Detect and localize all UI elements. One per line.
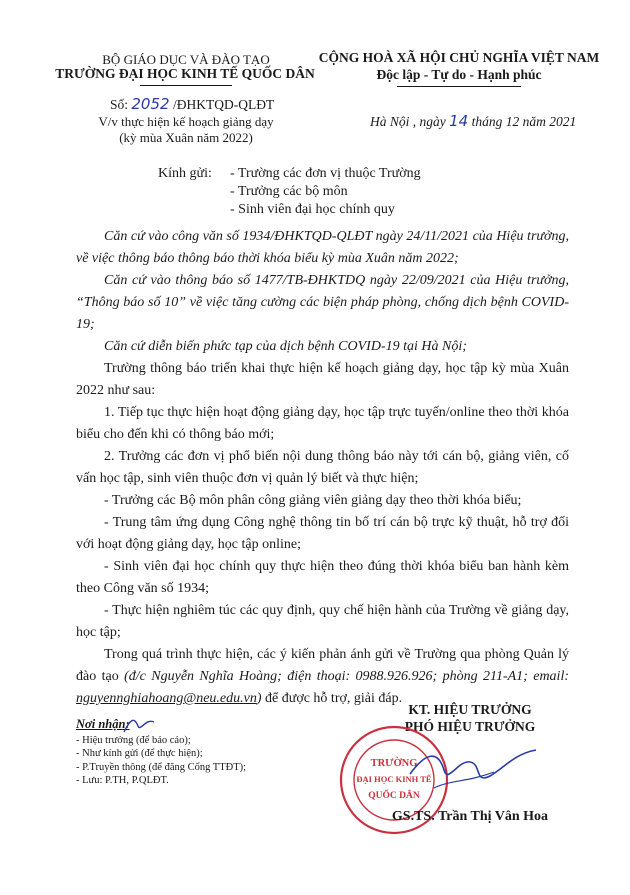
signer-name: GS.TS. Trần Thị Vân Hoa (391, 809, 549, 824)
recipients-block (76, 718, 306, 788)
paragraph-item-1: 1. Tiếp tục thực hiện hoạt động giảng dạy, học tập trực tuyến/online theo thời khóa biểu cho đến khi có thông báo mới; (76, 405, 569, 442)
signature-title-1: KT. HIỆU TRƯỞNG (408, 702, 532, 717)
signature-title-2: PHÓ HIỆU TRƯỞNG (404, 719, 536, 734)
stamp-line-1: TRƯỜNG (370, 758, 418, 769)
recipient-item: - Hiệu trưởng (để báo cáo); (76, 734, 191, 746)
document-number-handwritten: 2052 (131, 95, 170, 113)
subject-line-2: (kỳ mùa Xuân năm 2022) (119, 130, 253, 145)
document-number-prefix: Số: (110, 97, 129, 112)
paragraph-item-2: 2. Trưởng các đơn vị phổ biến nội dung thông báo này tới cán bộ, giảng viên, cố vấn học tập, sinh viên thuộc đơn vị quản lý biết và thực hiện; (76, 449, 569, 486)
issue-date (370, 112, 576, 130)
recipient-item: - Như kính gửi (để thực hiện); (76, 748, 203, 759)
paragraph-basis-2: Căn cứ vào thông báo số 1477/TB-ĐHKTDQ ngày 22/09/2021 của Hiệu trưởng, “Thông báo số 10” về việc tăng cường các biện pháp phòng, chống dịch bệnh COVID-19; (76, 273, 569, 332)
university-underline (140, 85, 232, 86)
paragraph-item-it-center: - Trung tâm ứng dụng Công nghệ thông tin bố trí cán bộ trực kỹ thuật, hỗ trợ đối với hoạt động giảng dạy, học tập online; (76, 515, 569, 552)
recipients-label: Nơi nhận: (76, 717, 130, 731)
paragraph-item-regulations: - Thực hiện nghiêm túc các quy định, quy chế hiện hành của Trường về giảng dạy, học tập; (76, 603, 569, 640)
paragraph-announcement: Trường thông báo triển khai thực hiện kế hoạch giảng dạy, học tập kỳ mùa Xuân 2022 như sau: (76, 361, 569, 398)
university-name: TRƯỜNG ĐẠI HỌC KINH TẾ QUỐC DÂN (55, 66, 315, 81)
document-number (110, 95, 274, 113)
country-name: CỘNG HOÀ XÃ HỘI CHỦ NGHĨA VIỆT NAM (318, 50, 600, 65)
addressee-item-1: - Trường các đơn vị thuộc Trường (230, 166, 421, 181)
contact-text-b: (đ/c Nguyễn Nghĩa Hoàng; điện thoại: 0988.926.926; phòng 211-A1; email: (124, 669, 569, 684)
stamp-line-3: QUỐC DÂN (368, 791, 420, 801)
paragraph-item-departments: - Trưởng các Bộ môn phân công giảng viên giảng dạy theo thời khóa biểu; (104, 493, 522, 508)
subject-line-1: V/v thực hiện kế hoạch giảng dạy (98, 114, 274, 129)
recipient-item: - Lưu: P.TH, P.QLĐT. (76, 775, 169, 786)
contact-text-d: để được hỗ trợ, giải đáp. (261, 691, 403, 706)
paragraph-basis-3: Căn cứ diễn biến phức tạp của dịch bệnh COVID-19 tại Hà Nội; (104, 339, 467, 354)
stamp-line-2: ĐẠI HỌC KINH TẾ (356, 774, 432, 784)
recipient-item: - P.Truyền thông (để đăng Cổng TTĐT); (76, 761, 247, 773)
paragraph-basis-1: Căn cứ vào công văn số 1934/ĐHKTQD-QLĐT ngày 24/11/2021 của Hiệu trưởng, về việc thông báo thông báo thời khóa biểu kỳ mùa Xuân năm 2022; (76, 229, 569, 266)
date-prefix: Hà Nội , ngày (370, 114, 446, 129)
ministry-name: BỘ GIÁO DỤC VÀ ĐÀO TẠO (102, 52, 270, 67)
contact-text-a: Trong quá trình thực hiện, các ý kiến phản ánh gửi về Trường qua phòng Quản lý đào tạo (76, 647, 569, 684)
addressee-item-2: - Trưởng các bộ môn (230, 184, 348, 199)
contact-text-c: ) (256, 691, 262, 706)
handwritten-signature (404, 732, 544, 802)
contact-email-link[interactable]: nguyennghiahoang@neu.edu.vn (76, 691, 257, 706)
date-suffix: tháng 12 năm 2021 (471, 114, 577, 129)
date-day-handwritten: 14 (449, 112, 469, 130)
paragraph-item-students: - Sinh viên đại học chính quy thực hiện theo đúng thời khóa biểu ban hành kèm theo Công văn số 1934; (76, 559, 569, 596)
motto: Độc lập - Tự do - Hạnh phúc (376, 67, 542, 82)
addressee-item-3: - Sinh viên đại học chính quy (230, 202, 395, 217)
document-number-suffix: /ĐHKTQD-QLĐT (172, 97, 275, 112)
paragraph-contact (76, 644, 569, 710)
motto-underline (397, 86, 521, 87)
addressee-label: Kính gửi: (158, 166, 212, 181)
initial-mark (120, 712, 160, 738)
